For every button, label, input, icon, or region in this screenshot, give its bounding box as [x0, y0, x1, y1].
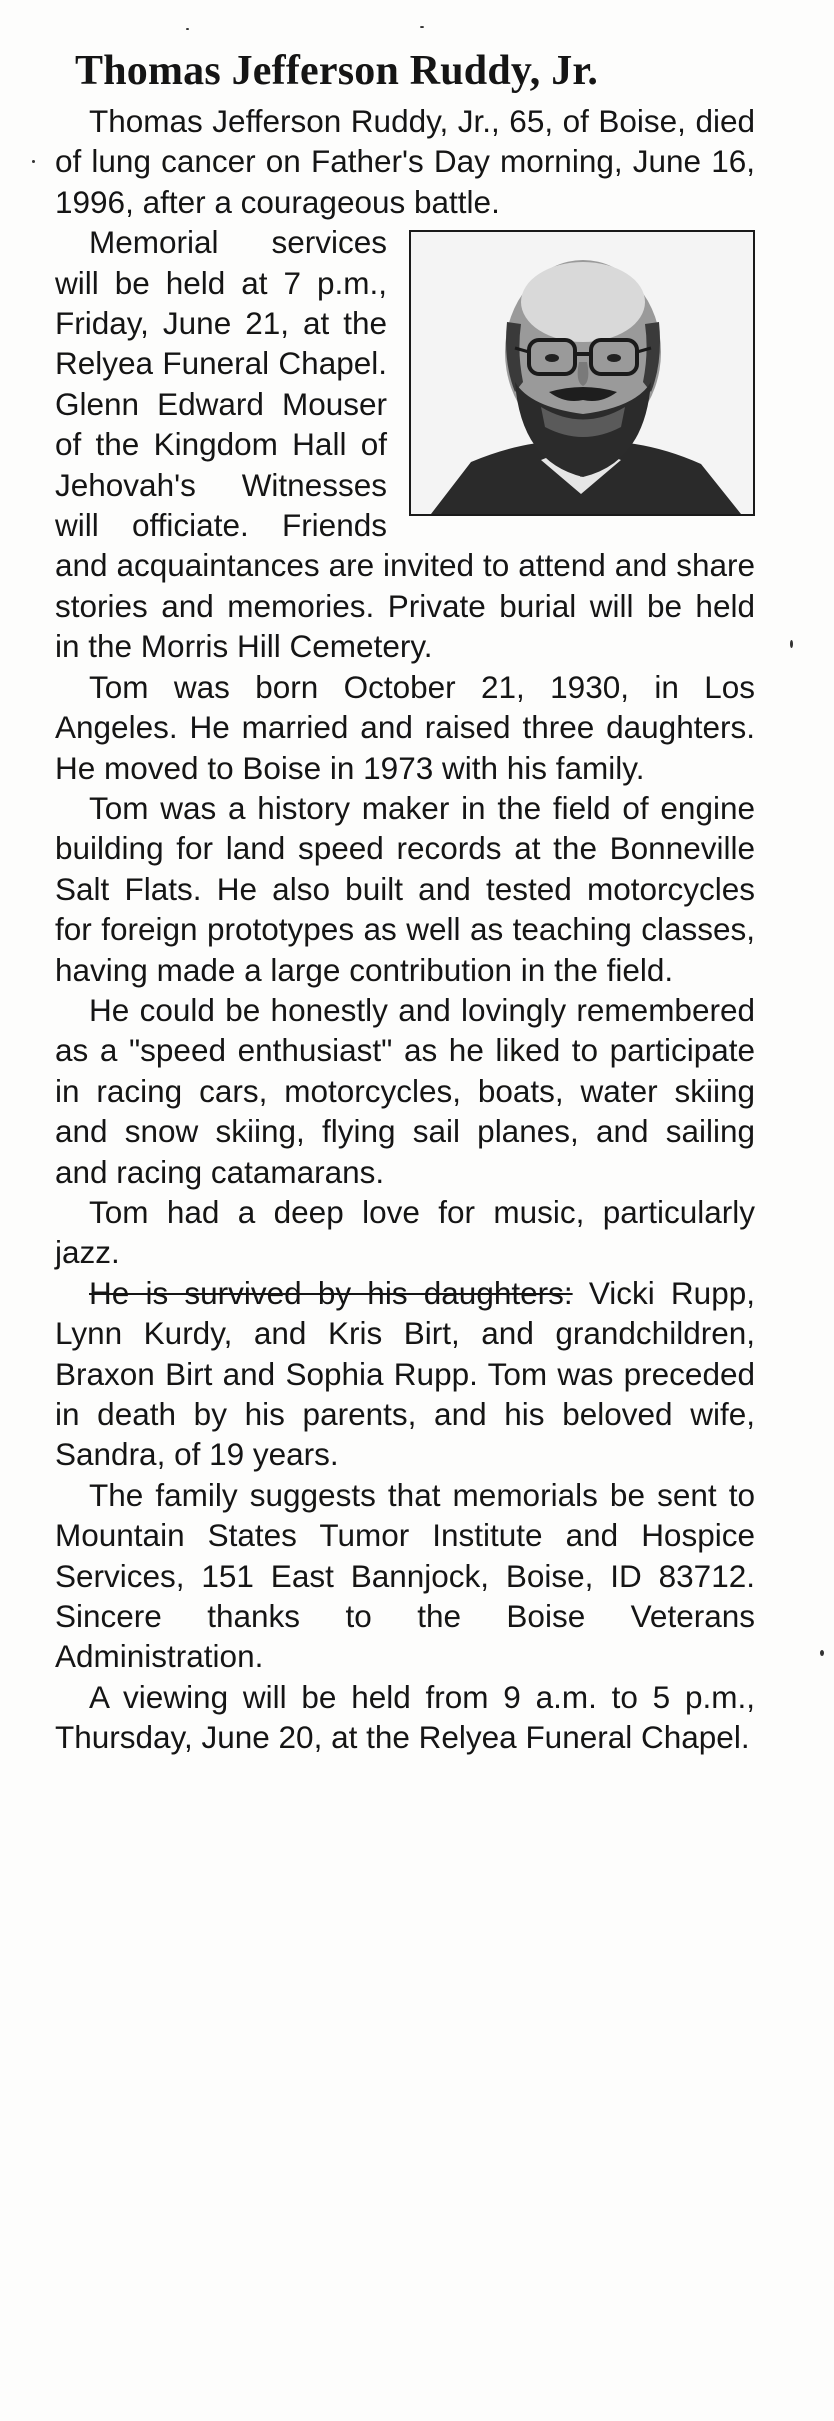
- history-text: Tom was a history maker in the field of engine building for land speed records at the Bonneville Salt Flats. He also built and tested motorcycles for foreign prototypes as well as teaching classes, having made a large contribution in the field.: [55, 789, 755, 988]
- paragraph-speed: [55, 990, 755, 1192]
- born-text: Tom was born October 21, 1930, in Los Angeles. He married and raised three daughters. He moved to Boise in 1973 with his family.: [55, 668, 755, 786]
- paragraph-intro: [55, 101, 755, 222]
- obituary-headline: Thomas Jefferson Ruddy, Jr.: [75, 48, 599, 94]
- paragraph-memorials: [55, 1475, 755, 1677]
- portrait-photo-frame: [403, 230, 755, 520]
- services-text: Memorial services will be held at 7 p.m., Friday, June 21, at the Relyea Funeral Chapel. Glenn Edward Mouser of the Kingdom Hall of Jehovah's Witnesses will officiate. Friends and acquaintances are invited to attend and share stories and memories. Private burial will be held in the Morris Hill Cemetery.: [55, 224, 755, 665]
- paragraph-music: [55, 1192, 755, 1273]
- memorials-text: The family suggests that memorials be sent to Mountain States Tumor Institute and Hospice Services, 151 East Bannjock, Boise, ID 83712. Sincere thanks to the Boise Veterans Administration.: [55, 1476, 755, 1675]
- survived-text: Vicki Rupp, Lynn Kurdy, and Kris Birt, and grandchildren, Braxon Birt and Sophia Rupp. Tom was preceded in death by his parents, and his beloved wife, Sandra, of 19 years.: [55, 1274, 755, 1473]
- paragraph-survived: [55, 1273, 755, 1475]
- paragraph-born: [55, 667, 755, 788]
- obituary-clipping: [55, 45, 755, 1758]
- portrait-photo: [409, 230, 755, 516]
- paragraph-history: [55, 788, 755, 990]
- scan-speck: [186, 28, 189, 30]
- scan-speck: [32, 160, 35, 163]
- obituary-body: [55, 101, 755, 1758]
- scan-speck: [420, 26, 424, 28]
- paragraph-viewing: [55, 1677, 755, 1758]
- scan-speck: [820, 1650, 824, 1656]
- intro-text: Thomas Jefferson Ruddy, Jr., 65, of Boise, died of lung cancer on Father's Day morning, June 16, 1996, after a courageous battle.: [55, 103, 755, 220]
- portrait-photo-icon: [411, 232, 753, 514]
- viewing-text: A viewing will be held from 9 a.m. to 5 p.m., Thursday, June 20, at the Relyea Funeral Chapel.: [55, 1678, 755, 1756]
- scan-speck: [790, 640, 793, 648]
- survived-struck-text: He is survived by his daughters:: [89, 1274, 573, 1311]
- music-text: Tom had a deep love for music, particularly jazz.: [55, 1193, 755, 1271]
- speed-text: He could be honestly and lovingly remembered as a "speed enthusiast" as he liked to participate in racing cars, motorcycles, boats, water skiing and snow skiing, flying sail planes, and sailing and racing catamarans.: [55, 991, 755, 1190]
